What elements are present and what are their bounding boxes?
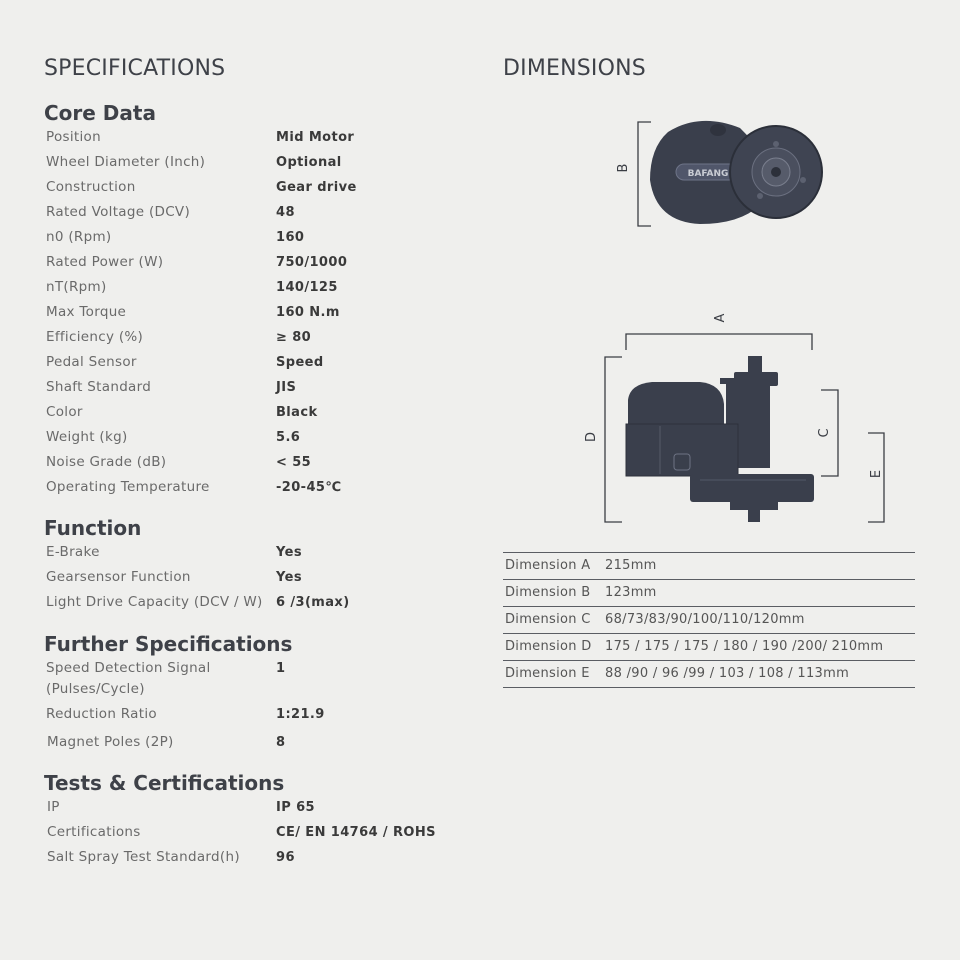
dimension-key: Dimension E	[505, 666, 590, 681]
dimension-value: 68/73/83/90/100/110/120mm	[605, 612, 805, 627]
spec-key: nT(Rpm)	[46, 279, 107, 295]
spec-value: 1	[276, 661, 286, 676]
dimension-b-label: B	[616, 163, 631, 173]
spec-value: 160 N.m	[276, 305, 340, 320]
dimension-e-label: E	[869, 469, 884, 479]
dimensions-table	[503, 552, 915, 688]
specifications-heading: SPECIFICATIONS	[44, 56, 226, 81]
further-spec-title: Further Specifications	[44, 632, 293, 656]
spec-key: Rated Voltage (DCV)	[46, 204, 191, 220]
dimension-value: 123mm	[605, 585, 657, 600]
spec-key: Reduction Ratio	[46, 706, 157, 722]
spec-key: Noise Grade (dB)	[46, 454, 167, 470]
dimensions-heading: DIMENSIONS	[503, 56, 646, 81]
bolt-icon	[773, 141, 779, 147]
spec-key: Max Torque	[46, 304, 127, 320]
tests-title: Tests & Certifications	[44, 771, 285, 795]
spindle-icon	[771, 167, 781, 177]
table-row	[503, 552, 915, 579]
spec-key: Gearsensor Function	[46, 569, 191, 585]
shaft-collar	[734, 372, 778, 386]
spec-value: 140/125	[276, 280, 338, 295]
spec-key: Efficiency (%)	[46, 329, 144, 345]
shaft-pin	[720, 378, 734, 384]
bolt-icon	[800, 177, 806, 183]
core-data-title: Core Data	[44, 101, 156, 125]
dimension-value: 175 / 175 / 175 / 180 / 190 /200/ 210mm	[605, 639, 884, 654]
spec-value: Speed	[276, 355, 324, 370]
spec-value: 750/1000	[276, 255, 348, 270]
bolt-icon	[757, 193, 763, 199]
dimension-d-label: D	[584, 431, 599, 443]
spec-key: Rated Power (W)	[46, 254, 164, 270]
spec-key: Shaft Standard	[46, 379, 152, 395]
spec-value: IP 65	[276, 800, 315, 815]
spec-key: Pedal Sensor	[46, 354, 137, 370]
dimension-key: Dimension A	[505, 558, 591, 573]
motor-bolt	[710, 124, 726, 136]
spec-key: Salt Spray Test Standard(h)	[47, 849, 240, 865]
spec-key: Weight (kg)	[46, 429, 128, 445]
dimension-c-label: C	[817, 428, 832, 438]
spec-key: Speed Detection Signal	[46, 660, 211, 676]
motor-front-view	[584, 313, 884, 522]
dimension-key: Dimension B	[505, 585, 591, 600]
spec-value: 160	[276, 230, 305, 245]
spec-value: Mid Motor	[276, 130, 355, 145]
function-title: Function	[44, 516, 142, 540]
dimension-value: 88 /90 / 96 /99 / 103 / 108 / 113mm	[605, 666, 850, 681]
motor-base	[690, 474, 814, 502]
spec-key: Light Drive Capacity (DCV / W)	[46, 594, 263, 610]
spec-key: E-Brake	[46, 544, 100, 560]
spec-value: 1:21.9	[276, 707, 325, 722]
motor-casing	[626, 424, 738, 476]
spec-value: Optional	[276, 155, 342, 170]
spec-value: 96	[276, 850, 295, 865]
spec-value: Black	[276, 405, 318, 420]
dimension-value: 215mm	[605, 558, 657, 573]
table-row	[503, 660, 915, 688]
spec-value: 5.6	[276, 430, 301, 445]
spec-value: -20-45℃	[276, 480, 342, 495]
table-row	[503, 633, 915, 660]
spec-key: Construction	[46, 179, 136, 195]
spec-key: Wheel Diameter (Inch)	[46, 154, 206, 170]
spec-value: 48	[276, 205, 295, 220]
spec-key: n0 (Rpm)	[46, 229, 112, 245]
table-row	[503, 606, 915, 633]
spec-key: IP	[47, 799, 60, 815]
spec-key-continued: (Pulses/Cycle)	[46, 681, 145, 697]
dimension-a-bracket	[626, 334, 812, 350]
dimension-d-bracket	[605, 357, 622, 522]
spec-key: Certifications	[47, 824, 141, 840]
spec-value: Yes	[276, 570, 302, 585]
brand-logo-text: BAFANG	[687, 169, 729, 179]
spec-value: 8	[276, 735, 286, 750]
dimension-key: Dimension C	[505, 612, 591, 627]
dimension-key: Dimension D	[505, 639, 592, 654]
spec-key: Magnet Poles (2P)	[47, 734, 174, 750]
spec-key: Position	[46, 129, 101, 145]
table-row	[503, 579, 915, 606]
spec-value: JIS	[276, 380, 297, 395]
spec-value: Yes	[276, 545, 302, 560]
bottom-shaft	[748, 508, 760, 522]
spec-value: 6 /3(max)	[276, 595, 350, 610]
motor-side-view	[616, 121, 822, 226]
spec-key: Color	[46, 404, 83, 420]
spec-value: Gear drive	[276, 180, 357, 195]
spec-value: < 55	[276, 455, 312, 470]
spec-value: ≥ 80	[276, 330, 312, 345]
spec-key: Operating Temperature	[46, 479, 210, 495]
dimension-a-label: A	[713, 313, 728, 323]
dimension-b-bracket	[638, 122, 651, 226]
spec-value: CE/ EN 14764 / ROHS	[276, 825, 436, 840]
